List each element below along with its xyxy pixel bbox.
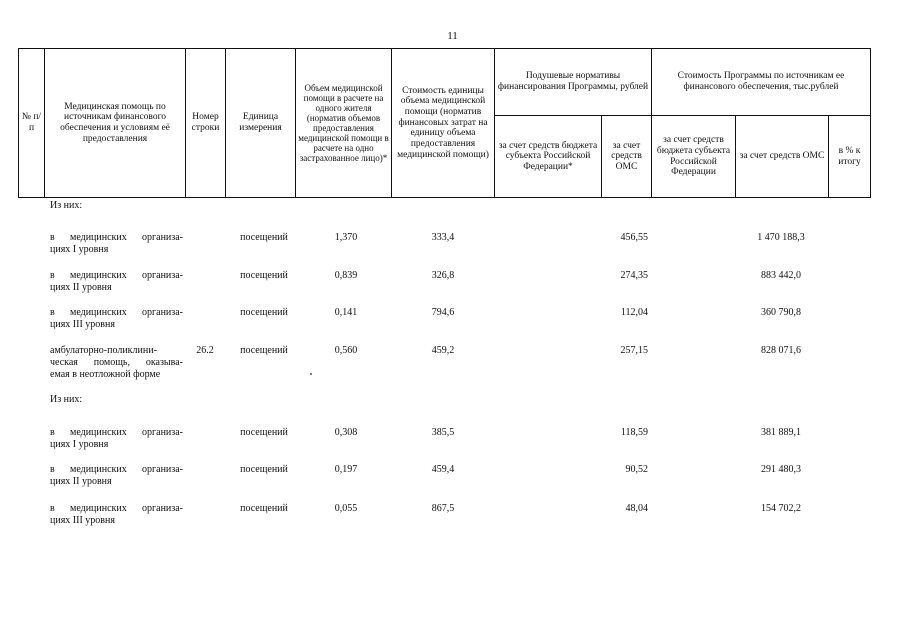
header-np: № п/п	[19, 49, 45, 198]
row-cost: 794,6	[431, 307, 455, 318]
row-unit: посещений	[240, 270, 288, 281]
row-total: 883 442,0	[761, 270, 801, 281]
row-label: в медицинских организа- циях III уровня	[50, 307, 183, 330]
row-label: амбулаторно-поликлини- ческая помощь, оказыва- емая в неотложной форме	[50, 345, 183, 380]
header-unit-cost: Стоимость единицы объема медицинской помощи (норматив финансовых затрат на единицу объема предоставления медицинской помощи)	[392, 49, 495, 198]
row-unit: посещений	[240, 232, 288, 243]
header-row-number: Номер строки	[186, 49, 226, 198]
header-per-capita: Подушевые нормативы финансирования Программы, рублей	[495, 49, 652, 116]
row-oms: 257,15	[620, 345, 648, 356]
header-per-capita-oms: за счет средств ОМС	[602, 116, 652, 198]
row-number: 26.2	[196, 345, 214, 356]
subheader-of-which: Из них:	[50, 394, 83, 405]
row-unit: посещений	[240, 345, 288, 356]
header-unit: Единица измерения	[226, 49, 296, 198]
row-unit: посещений	[240, 464, 288, 475]
row-cost: 459,2	[431, 345, 455, 356]
page-number: 11	[447, 30, 458, 42]
row-cost: 459,4	[431, 464, 455, 475]
header-medical-help: Медицинская помощь по источникам финансового обеспечения и условиям её предоставления	[45, 49, 186, 198]
row-total: 154 702,2	[761, 503, 801, 514]
row-label: в медицинских организа- циях II уровня	[50, 464, 183, 487]
subheader-of-which: Из них:	[50, 200, 83, 211]
row-volume: 0,197	[334, 464, 358, 475]
row-volume: 0,308	[334, 427, 358, 438]
row-unit: посещений	[240, 307, 288, 318]
row-volume: 0,055	[334, 503, 358, 514]
header-program-percent: в % к итогу	[829, 116, 871, 198]
row-oms: 456,55	[620, 232, 648, 243]
row-oms: 112,04	[620, 307, 648, 318]
row-cost: 867,5	[431, 503, 455, 514]
header-volume: Объем медицинской помощи в расчете на одного жителя (норматив объемов предоставления медицинской помощи в расчете на одно застрахованное лицо)*	[296, 49, 392, 198]
row-oms: 90,52	[625, 464, 648, 475]
row-total: 291 480,3	[761, 464, 801, 475]
row-cost: 326,8	[431, 270, 455, 281]
row-volume: 0,141	[334, 307, 358, 318]
table-header	[18, 48, 871, 198]
row-total: 381 889,1	[761, 427, 801, 438]
header-program-oms: за счет средств ОМС	[736, 116, 829, 198]
row-volume: 1,370	[334, 232, 358, 243]
header-per-capita-budget: за счет средств бюджета субъекта Российской Федерации*	[495, 116, 602, 198]
header-program-budget: за счет средств бюджета субъекта Российской Федерации	[652, 116, 736, 198]
row-cost: 385,5	[431, 427, 455, 438]
row-volume: 0,839	[334, 270, 358, 281]
header-program-cost: Стоимость Программы по источникам ее финансового обеспечения, тыс.рублей	[652, 49, 871, 116]
row-total: 828 071,6	[761, 345, 801, 356]
row-oms: 118,59	[620, 427, 648, 438]
row-volume: 0,560	[334, 345, 358, 356]
row-total: 360 790,8	[761, 307, 801, 318]
row-label: в медицинских организа- циях I уровня	[50, 427, 183, 450]
row-total: 1 470 188,3	[757, 232, 805, 243]
row-cost: 333,4	[431, 232, 455, 243]
row-label: в медицинских организа- циях I уровня	[50, 232, 183, 255]
row-oms: 48,04	[625, 503, 648, 514]
row-oms: 274,35	[620, 270, 648, 281]
row-label: в медицинских организа- циях II уровня	[50, 270, 183, 293]
row-label: в медицинских организа- циях III уровня	[50, 503, 183, 526]
row-unit: посещений	[240, 427, 288, 438]
row-unit: посещений	[240, 503, 288, 514]
scan-speck	[310, 373, 312, 375]
